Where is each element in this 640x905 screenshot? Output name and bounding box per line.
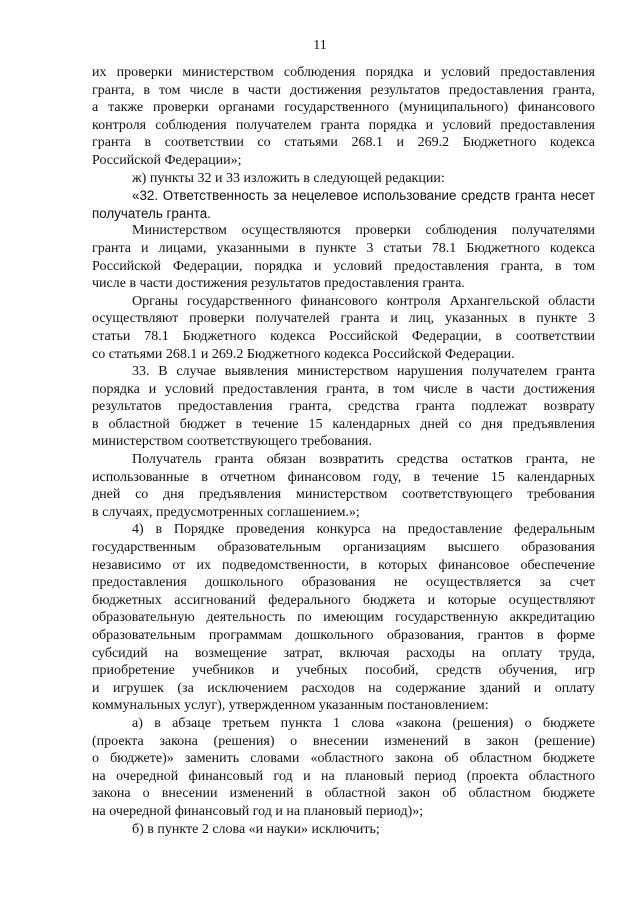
text-line: Российской Федерации»;	[92, 152, 242, 168]
text-line: предоставления дошкольного образования не осуществляется за счет	[92, 575, 595, 591]
text-line: государственным образовательным организациям высшего образования	[92, 540, 595, 556]
text-line: независимо от их подведомственности, в которых финансовое обеспечение	[92, 557, 595, 573]
text-line: гранта и лицами, указанными в пункте 3 статьи 78.1 Бюджетного кодекса	[92, 240, 595, 256]
text-line: ж) пункты 32 и 33 изложить в следующей редакции:	[132, 170, 445, 186]
text-line: а) в абзаце третьем пункта 1 слова «закона (решения) о бюджете	[132, 715, 595, 731]
document-body	[92, 64, 595, 838]
text-line: образовательную деятельность по имеющим государственную аккредитацию	[92, 610, 595, 626]
text-line: порядка и условий предоставления гранта, в том числе в части достижения	[92, 381, 595, 397]
text-line: Органы государственного финансового контроля Архангельской области	[132, 293, 595, 309]
text-line: получатель гранта.	[92, 205, 211, 221]
text-line: числе в части достижения результатов предоставления гранта.	[92, 276, 465, 292]
text-line: а также проверки органами государственного (муниципального) финансового	[92, 100, 595, 116]
text-line: со статьями 268.1 и 269.2 Бюджетного кодекса Российской Федерации.	[92, 346, 515, 362]
text-line: субсидий на возмещение затрат, включая расходы на оплату труда,	[92, 645, 595, 661]
text-line: Российской Федерации, порядка и условий предоставления гранта, в том	[92, 258, 595, 274]
text-line: на очередной финансовый год и на плановый период)»;	[92, 803, 424, 819]
text-line: Получатель гранта обязан возвратить средства остатков гранта, не	[132, 452, 595, 468]
text-line: образовательным программам дошкольного образования, грантов в форме	[92, 628, 595, 643]
text-line: «32. Ответственность за нецелевое использование средств гранта несет	[132, 188, 595, 204]
text-line: 4) в Порядке проведения конкурса на предоставление федеральным	[132, 522, 595, 538]
text-line: приобретение учебников и учебных пособий, средств обучения, игр	[92, 663, 595, 679]
text-line: на очередной финансовый год и на плановый период (проекта областного	[92, 768, 595, 784]
text-line: осуществляют проверки получателей гранта и лиц, указанных в пункте 3	[92, 311, 595, 327]
text-line: использованные в отчетном финансовом году, в течение 15 календарных	[92, 469, 595, 485]
text-line: и игрушек (за исключением расходов на содержание зданий и оплату	[92, 680, 595, 696]
text-line: дней со дня предъявления министерством соответствующего требования	[92, 487, 595, 503]
text-line: 33. В случае выявления министерством нарушения получателем гранта	[132, 364, 595, 380]
text-line: б) в пункте 2 слова «и науки» исключить;	[132, 821, 380, 837]
text-line: министерством соответствующего требования.	[92, 434, 372, 450]
text-line: гранта в соответствии со статьями 268.1 и 269.2 Бюджетного кодекса	[92, 135, 595, 151]
text-line: Министерством осуществляются проверки соблюдения получателями	[132, 223, 595, 239]
text-line: статьи 78.1 Бюджетного кодекса Российской Федерации, в соответствии	[92, 328, 595, 344]
text-line: в случаях, предусмотренных соглашением.»;	[92, 504, 360, 520]
text-line: гранта, в том числе в части достижения результатов предоставления гранта,	[92, 82, 595, 98]
text-line: о бюджете)» заменить словами «областного закона об областном бюджете	[92, 751, 595, 767]
page-number: 11	[313, 38, 327, 53]
text-line: закона о внесении изменений в областной закон об областном бюджете	[92, 786, 595, 802]
text-line: результатов предоставления гранта, средства гранта подлежат возврату	[92, 399, 595, 415]
text-line: коммунальных услуг), утвержденном указанным постановлением:	[92, 698, 489, 714]
text-line: бюджетных ассигнований федерального бюджета и которые осуществляют	[92, 592, 595, 608]
text-line: контроля соблюдения получателем гранта порядка и условий предоставления	[92, 117, 595, 133]
text-line: их проверки министерством соблюдения порядка и условий предоставления	[92, 65, 595, 80]
text-line: (проекта закона (решения) о внесении изменений в закон (решение)	[92, 733, 595, 749]
text-line: в областной бюджет в течение 15 календарных дней со дня предъявления	[92, 416, 595, 432]
